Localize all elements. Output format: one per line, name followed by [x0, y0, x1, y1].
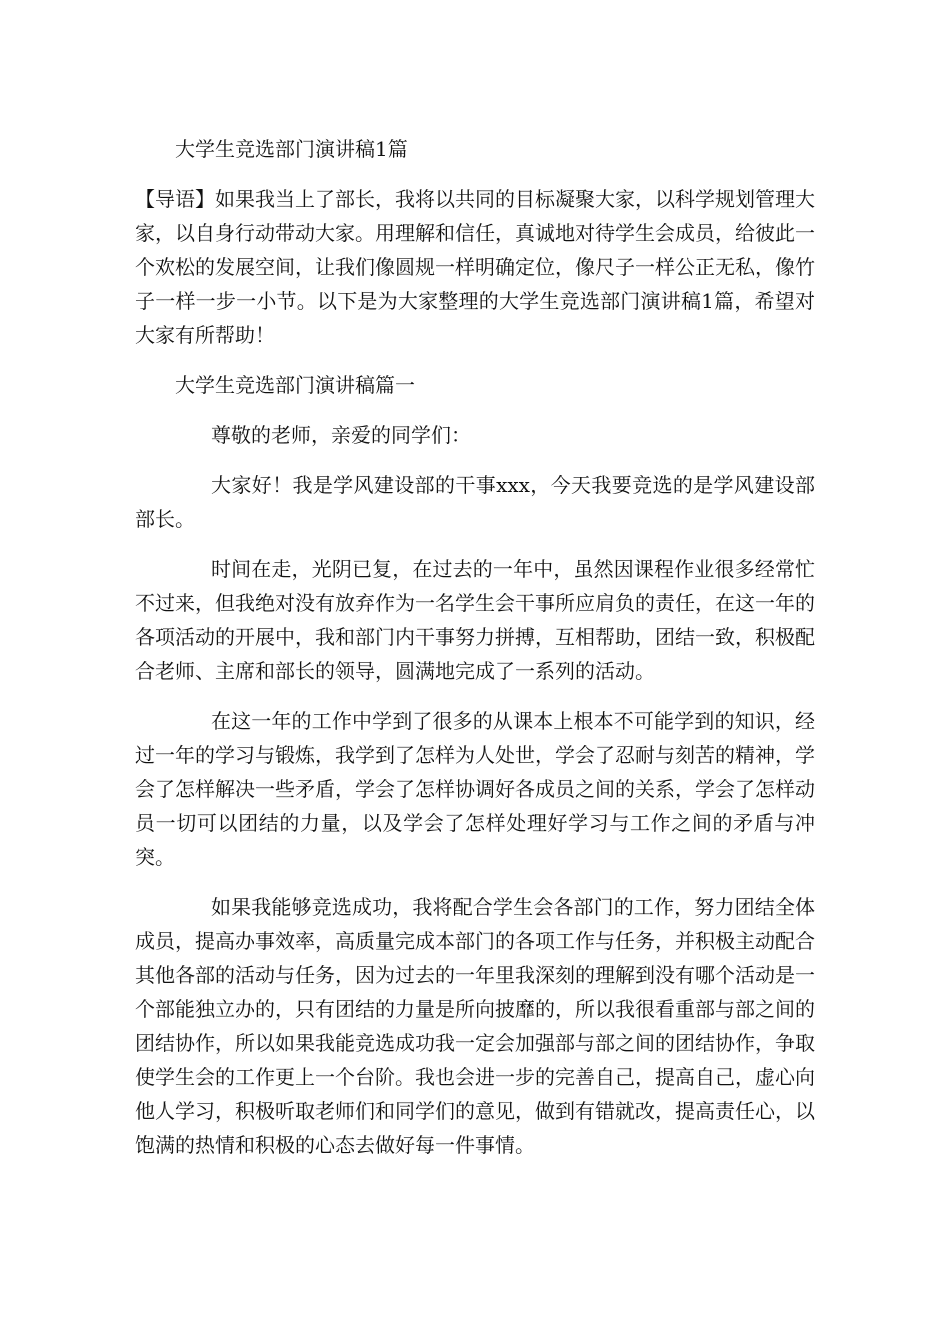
- body-paragraph: 时间在走，光阴已复，在过去的一年中，虽然因课程作业很多经常忙不过来，但我绝对没有放弃作为一名学生会干事所应肩负的责任，在这一年的各项活动的开展中，我和部门内干事努力拼搏，互相帮助，团结一致，积极配合老师、主席和部长的领导，圆满地完成了一系列的活动。: [135, 557, 815, 683]
- body-paragraph: 如果我能够竞选成功，我将配合学生会各部门的工作，努力团结全体成员，提高办事效率，高质量完成本部门的各项工作与任务，并积极主动配合其他各部的活动与任务，因为过去的一年里我深刻的理解到没有哪个活动是一个部能独立办的，只有团结的力量是所向披靡的，所以我很看重部与部之间的团结协作，所以如果我能竞选成功我一定会加强部与部之间的团结协作，争取使学生会的工作更上一个台阶。我也会进一步的完善自己，提高自己，虚心向他人学习，积极听取老师们和同学们的意见，做到有错就改，提高责任心，以饱满的热情和积极的心态去做好每一件事情。: [135, 895, 815, 1157]
- section-title: 大学生竞选部门演讲稿篇一: [175, 373, 415, 397]
- document-body: [135, 132, 815, 1178]
- intro-paragraph: 【导语】如果我当上了部长，我将以共同的目标凝聚大家，以科学规划管理大家，以自身行动带动大家。用理解和信任，真诚地对待学生会成员，给彼此一个欢松的发展空间，让我们像圆规一样明确定位，像尺子一样公正无私，像竹子一样一步一小节。以下是为大家整理的大学生竞选部门演讲稿1篇，希望对大家有所帮助！: [135, 187, 815, 347]
- salutation: 尊敬的老师，亲爱的同学们：: [211, 423, 471, 447]
- body-paragraph: 大家好！我是学风建设部的干事xxx，今天我要竞选的是学风建设部部长。: [135, 473, 815, 531]
- document-title: 大学生竞选部门演讲稿1篇: [175, 137, 408, 161]
- body-paragraph: 在这一年的工作中学到了很多的从课本上根本不可能学到的知识，经过一年的学习与锻炼，我学到了怎样为人处世，学会了忍耐与刻苦的精神，学会了怎样解决一些矛盾，学会了怎样协调好各成员之间的关系，学会了怎样动员一切可以团结的力量，以及学会了怎样处理好学习与工作之间的矛盾与冲突。: [135, 709, 815, 869]
